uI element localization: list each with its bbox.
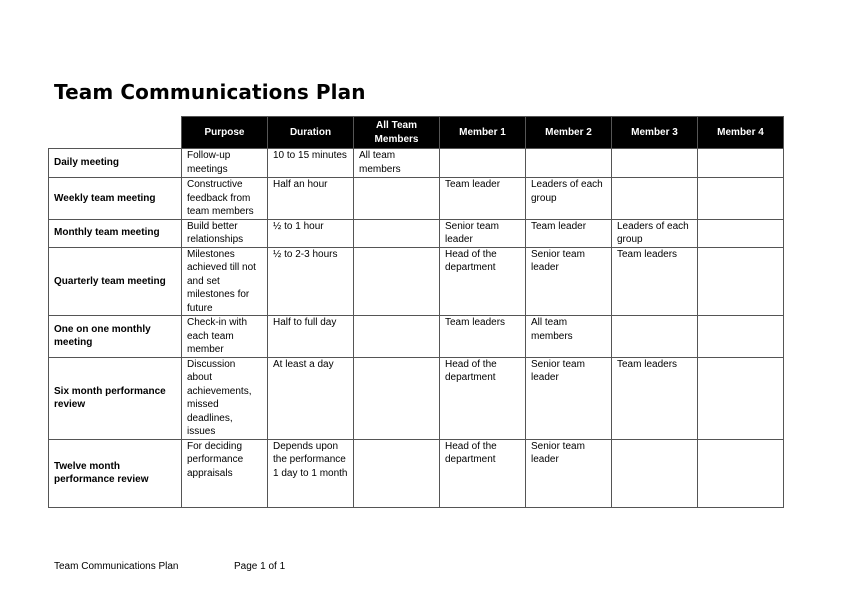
column-header-all-team-members: All Team Members: [354, 117, 440, 149]
table-cell: All team members: [354, 149, 440, 178]
table-row: [49, 316, 784, 358]
table-header-row: [49, 117, 784, 149]
table-cell: Leaders of each group: [526, 178, 612, 220]
table-row: [49, 178, 784, 220]
table-cell: Team leader: [526, 219, 612, 247]
table-cell: [612, 439, 698, 507]
row-label: Monthly team meeting: [49, 219, 182, 247]
table-cell: Team leader: [440, 178, 526, 220]
table-cell: Milestones achieved till not and set milestones for future: [182, 247, 268, 316]
table-cell: Head of the department: [440, 357, 526, 439]
table-cell: [698, 357, 784, 439]
table-cell: Discussion about achievements, missed deadlines, issues: [182, 357, 268, 439]
table-cell: [612, 178, 698, 220]
table-cell: Senior team leader: [526, 439, 612, 507]
column-header-member-2: Member 2: [526, 117, 612, 149]
row-label: Quarterly team meeting: [49, 247, 182, 316]
table-cell: Half an hour: [268, 178, 354, 220]
table-cell: [612, 316, 698, 358]
table-cell: ½ to 2-3 hours: [268, 247, 354, 316]
table-cell: [354, 357, 440, 439]
table-cell: 10 to 15 minutes: [268, 149, 354, 178]
table-cell: Depends upon the performance 1 day to 1 month: [268, 439, 354, 507]
row-label: Weekly team meeting: [49, 178, 182, 220]
table-cell: Head of the department: [440, 247, 526, 316]
table-cell: Team leaders: [612, 357, 698, 439]
row-label: Daily meeting: [49, 149, 182, 178]
column-header-member-3: Member 3: [612, 117, 698, 149]
table-cell: [698, 219, 784, 247]
table-row: [49, 247, 784, 316]
table-row: [49, 149, 784, 178]
header-corner: [49, 117, 182, 149]
table-cell: [354, 178, 440, 220]
table-cell: All team members: [526, 316, 612, 358]
table-cell: [698, 149, 784, 178]
table-cell: Constructive feedback from team members: [182, 178, 268, 220]
table-cell: Half to full day: [268, 316, 354, 358]
table-cell: Senior team leader: [526, 247, 612, 316]
table-cell: Leaders of each group: [612, 219, 698, 247]
table-cell: Follow-up meetings: [182, 149, 268, 178]
row-label: Six month performance review: [49, 357, 182, 439]
table-cell: [354, 219, 440, 247]
table-cell: [354, 316, 440, 358]
page-title: Team Communications Plan: [54, 80, 366, 104]
table-cell: For deciding performance appraisals: [182, 439, 268, 507]
column-header-member-1: Member 1: [440, 117, 526, 149]
table-cell: [526, 149, 612, 178]
table-cell: [698, 247, 784, 316]
table-cell: [440, 149, 526, 178]
column-header-member-4: Member 4: [698, 117, 784, 149]
table-cell: [698, 439, 784, 507]
table-cell: [612, 149, 698, 178]
footer-document-name: Team Communications Plan: [54, 561, 179, 572]
table-cell: At least a day: [268, 357, 354, 439]
table-cell: [354, 247, 440, 316]
column-header-purpose: Purpose: [182, 117, 268, 149]
table-row: [49, 357, 784, 439]
table-row: [49, 219, 784, 247]
table-cell: Senior team leader: [440, 219, 526, 247]
table-row: [49, 439, 784, 507]
table-cell: Check-in with each team member: [182, 316, 268, 358]
footer-page-number: Page 1 of 1: [234, 561, 286, 572]
table-cell: Head of the department: [440, 439, 526, 507]
table-cell: [698, 178, 784, 220]
table-cell: ½ to 1 hour: [268, 219, 354, 247]
row-label: One on one monthly meeting: [49, 316, 182, 358]
communications-plan-table: [48, 116, 784, 508]
table-cell: Team leaders: [612, 247, 698, 316]
table-cell: Team leaders: [440, 316, 526, 358]
table-cell: Senior team leader: [526, 357, 612, 439]
row-label: Twelve month performance review: [49, 439, 182, 507]
table-cell: [698, 316, 784, 358]
column-header-duration: Duration: [268, 117, 354, 149]
table-cell: Build better relationships: [182, 219, 268, 247]
table-cell: [354, 439, 440, 507]
